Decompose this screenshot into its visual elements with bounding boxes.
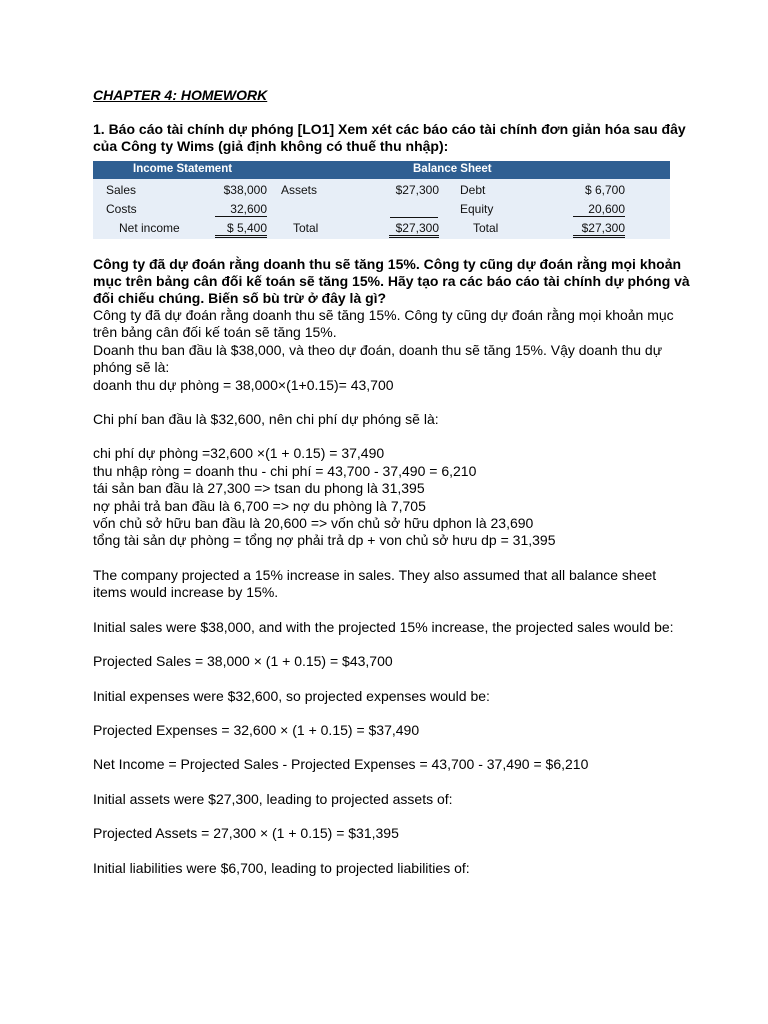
assets-label: Assets: [281, 183, 318, 197]
table-header: [93, 161, 670, 179]
vietnamese-line: Doanh thu ban đầu là $38,000, và theo dự đoán, doanh thu sẽ tăng 15%. Vậy doanh thu dự phóng sẽ là:: [93, 341, 663, 376]
assets-blank-line: [390, 202, 438, 218]
vietnamese-calc-line: tổng tài sản dự phòng = tổng nợ phải trả dp + von chủ sở hưu dp = 31,395: [93, 532, 556, 549]
vietnamese-calc-line: tái sản ban đầu là 27,300 => tsan du phong là 31,395: [93, 480, 425, 497]
table-body: [93, 179, 670, 239]
total-left-label: Total: [293, 221, 319, 235]
english-paragraph: Initial sales were $38,000, and with the projected 15% increase, the projected sales would be:: [93, 618, 674, 635]
english-paragraph: The company projected a 15% increase in sales. They also assumed that all balance sheet items would increase by 15%.: [93, 566, 657, 601]
costs-label: Costs: [106, 202, 137, 216]
net-income-label: Net income: [119, 221, 180, 235]
vietnamese-calc-line: chi phí dự phòng =32,600 ×(1 + 0.15) = 37,490: [93, 445, 385, 462]
costs-value: 32,600: [215, 202, 267, 217]
equity-value: 20,600: [573, 202, 625, 217]
english-paragraph: Net Income = Projected Sales - Projected Expenses = 43,700 - 37,490 = $6,210: [93, 756, 589, 773]
english-paragraph: Projected Sales = 38,000 × (1 + 0.15) = $43,700: [93, 653, 393, 670]
debt-value: $ 6,700: [584, 183, 625, 197]
total-right-label: Total: [473, 221, 499, 235]
english-paragraph: Initial assets were $27,300, leading to projected assets of:: [93, 790, 453, 807]
vietnamese-line: doanh thu dự phòng = 38,000×(1+0.15)= 43,700: [93, 376, 394, 393]
debt-label: Debt: [460, 183, 486, 197]
equity-label: Equity: [460, 202, 494, 216]
vietnamese-calc-line: nợ phải trả ban đầu là 6,700 => nợ du phòng là 7,705: [93, 497, 426, 514]
total-left-value: $27,300: [389, 221, 439, 238]
vietnamese-cost-intro: Chi phí ban đầu là $32,600, nên chi phí dự phóng sẽ là:: [93, 411, 439, 428]
vietnamese-calc-line: vốn chủ sở hữu ban đầu là 20,600 => vốn chủ sở hữu dphon là 23,690: [93, 515, 534, 532]
assets-value: $27,300: [395, 183, 439, 197]
english-paragraph: Initial liabilities were $6,700, leading to projected liabilities of:: [93, 859, 470, 876]
sales-value: $38,000: [223, 183, 267, 197]
income-statement-title: Income Statement: [133, 163, 233, 175]
english-paragraph: Projected Assets = 27,300 × (1 + 0.15) = $31,395: [93, 825, 399, 842]
english-paragraph: Projected Expenses = 32,600 × (1 + 0.15) = $37,490: [93, 721, 420, 738]
question-1: 1. Báo cáo tài chính dự phóng [LO1] Xem xét các báo cáo tài chính đơn giản hóa sau đây của Công ty Wims (giả định không có thuế thu nhập):: [93, 121, 686, 154]
document-page: [93, 86, 693, 877]
vietnamese-line: Công ty đã dự đoán rằng doanh thu sẽ tăng 15%. Công ty cũng dự đoán rằng mọi khoản mục trên bảng cân đối kế toán sẽ tăng 15%.: [93, 307, 674, 341]
financial-statements-table: [93, 161, 670, 239]
sales-label: Sales: [106, 183, 137, 197]
balance-sheet-title: Balance Sheet: [413, 163, 492, 175]
vietnamese-calc-line: thu nhập ròng = doanh thu - chi phí = 43,700 - 37,490 = 6,210: [93, 462, 477, 479]
net-income-value: $ 5,400: [215, 221, 267, 238]
english-paragraph: Initial expenses were $32,600, so projected expenses would be:: [93, 687, 490, 704]
chapter-heading: CHAPTER 4: HOMEWORK: [93, 87, 268, 103]
question-2: Công ty đã dự đoán rằng doanh thu sẽ tăng 15%. Công ty cũng dự đoán rằng mọi khoản mục trên bảng cân đối kế toán sẽ tăng 15%. Hãy tạo ra các báo cáo tài chính dự phóng và đối chiếu chúng. Biến số bù trừ ở đây là gì?: [93, 256, 690, 306]
total-right-value: $27,300: [573, 221, 625, 238]
